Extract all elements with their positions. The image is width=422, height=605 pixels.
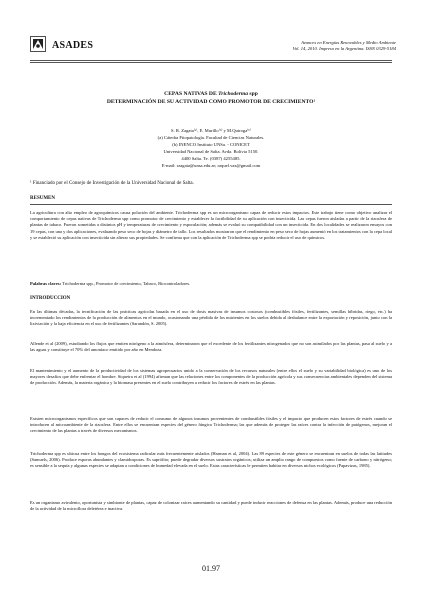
keywords-text: Trichoderma spp., Promotor de crecimiento, Tabaco, Biocontroladores. [61,281,191,286]
title-species: Trichoderma [218,91,249,97]
intro-paragraph-3: El mantenimiento y el aumento de la productividad de los sistemas agropecuarios unido a la conservación de los recursos naturales (entre ellos el suelo y su variabilidad biológica) es uno de los mayores desafíos que debe enfrentar el hombre. Siqueira et al (1994) afirman que las relaciones entre los componentes de la producción agrícola y sus consecuencias ambientales dependen del sistema de producción. Además, la materia orgánica y la biomasa presentes en el suelo contribuyen a reducir los factores de estrés en las plantas. [30,368,392,386]
resumen-heading: RESUMEN [30,196,56,201]
author-names: S. R. Zagata⁽ᵃ⁾, E. Murillo⁽ᵇ⁾ y M.Quiroga⁽ᵇ⁾ [171,128,251,133]
title-line-1 [30,91,392,97]
asades-logo-icon [30,36,46,52]
title-prefix: CEPAS NATIVAS DE [164,91,219,97]
intro-paragraph-5: Trichoderma spp es ubicua entre los hongos del ecosistema radicular más frecuentemente aislados (Harman et al, 2004). Las 89 especies de este género se encuentran en suelos de todas las latitudes (Samuels, 2006). Produce esporas abundantes y clamidosporas. Es saprófito; puede degradar diversos sustratos orgánicos; utiliza un amplio rango de compuestos como fuente de carbono y nitrógeno; es sensible a la sequía y algunas especies se adaptan a condiciones de humedad elevada en el suelo. Estas características le permiten habitar en diversos nichos ecológicos (Papavizas, 1985). [30,451,392,469]
university: Universidad Nacional de Salta. Avda. Bolivia 5150. [163,149,259,154]
keywords-label: Palabras claves: [30,281,62,286]
header-rule [30,60,392,61]
intro-heading: INTRODUCCION [30,296,71,301]
intro-paragraph-4: Existen microorganismos específicos que son capaces de reducir el consumo de algunos insumos provenientes de combustibles fósiles y el impacto que producen estos factores de estrés cuando se introducen al microambiente de la rizosfera. Entre ellos se encuentran especies del género fúngico Trichoderma; las que además de proteger las raíces contra la infección de patógenos, mejoran el crecimiento de las plantas a través de diversos mecanismos. [30,416,392,434]
intro-paragraph-2: Allende et al (2009), estudiando los flujos que emiten nitrógeno a la atmósfera, determinaron que el excedente de los fertilizantes nitrogenados que no son asimilados por las plantas, pasa al suelo y a las aguas y constituye el 70% del amoníaco emitido por año en Mendoza. [30,341,392,353]
journal-line-1: Avances en Energías Renovables y Medio Ambiente [301,40,396,45]
affiliation-a: (a) Cátedra Fitopatología. Facultad de Ciencias Naturales. [157,135,265,140]
page-number: 01.97 [202,564,220,573]
journal-line-2: Vol. 14, 2010. Impreso en la Argentina. ISSN 0329-5184 [292,46,396,51]
header-rule-thin [30,62,392,63]
keywords [30,281,392,286]
logo-text: ASADES [52,40,94,51]
email: E-mail: rzagata@unsa.edu.ar; raquel.vaz@gmail.com [161,163,261,168]
intro-paragraph-1: En las últimas décadas, la tecnificación de las prácticas agrícolas basada en el uso de dosis masivas de insumos costosos (combustibles fósiles, fertilizantes, semillas híbridas, riego, etc.) ha incrementado los rendimientos de la producción de alimentos en el mundo, ocasionando una pérdida de los nutrientes en los suelos debida al desbalance entre la exportación y reposición, junto con la lixiviación y la baja eficiencia en el uso de fertilizantes (Sarandón, S. 2005). [30,309,392,327]
journal-info [246,40,396,52]
title-line-2: DETERMINACIÓN DE SU ACTIVIDAD COMO PROMOTOR DE CRECIMIENTO¹ [106,99,316,105]
title-suffix: spp [248,91,258,97]
city-phone: 4400 Salta. Te. (0387) 4255485. [181,156,241,161]
intro-paragraph-6: Es un organismo avirulento, oportunista y simbionte de plantas, capaz de colonizar raíces aumentando su cantidad y puede inducir reacciones de defensa en las plantas. Además, produce una reducción de la actividad de la microflora deletérea e inactiva. [30,500,392,512]
affiliation-b: (b) INENCO Instituto UNSa. - CONICET [172,142,250,147]
resumen-text: La agricultura con alto empleo de agroquímicos causa polución del ambiente. Trichoderma spp es un microorganismo capaz de reducir estos impactos. Este trabajo tiene como objetivo analizar el comportamiento de cepas nativas de Trichoderma spp como promotor de crecimiento y establecer la factibilidad de su aplicación con insecticida. Las cepas fueron aisladas a partir de la rizosfera de plantas de tabaco. Fueron sometidas a distintos pH y temperaturas de crecimiento y esporulación; además se evaluó su compatibilidad con un insecticida. En dos localidades se realizaron ensayos con 19 cepas, con una y dos aplicaciones, evaluando peso seco de hojas y diámetro de tallo. Los resultados mostraron que el rendimiento en peso seco de hojas aumentó en los tratamientos con la cepa local y se estableció su aplicación con insecticida sin alterar sus propiedades. Se confirma que con la aplicación de Trichoderma spp se podría reducir el uso de químicos. [30,210,392,240]
footnote: ¹ Financiado por el Consejo de Investigación de la Universidad Nacional de Salta. [30,181,194,186]
resumen-rule [30,204,392,205]
